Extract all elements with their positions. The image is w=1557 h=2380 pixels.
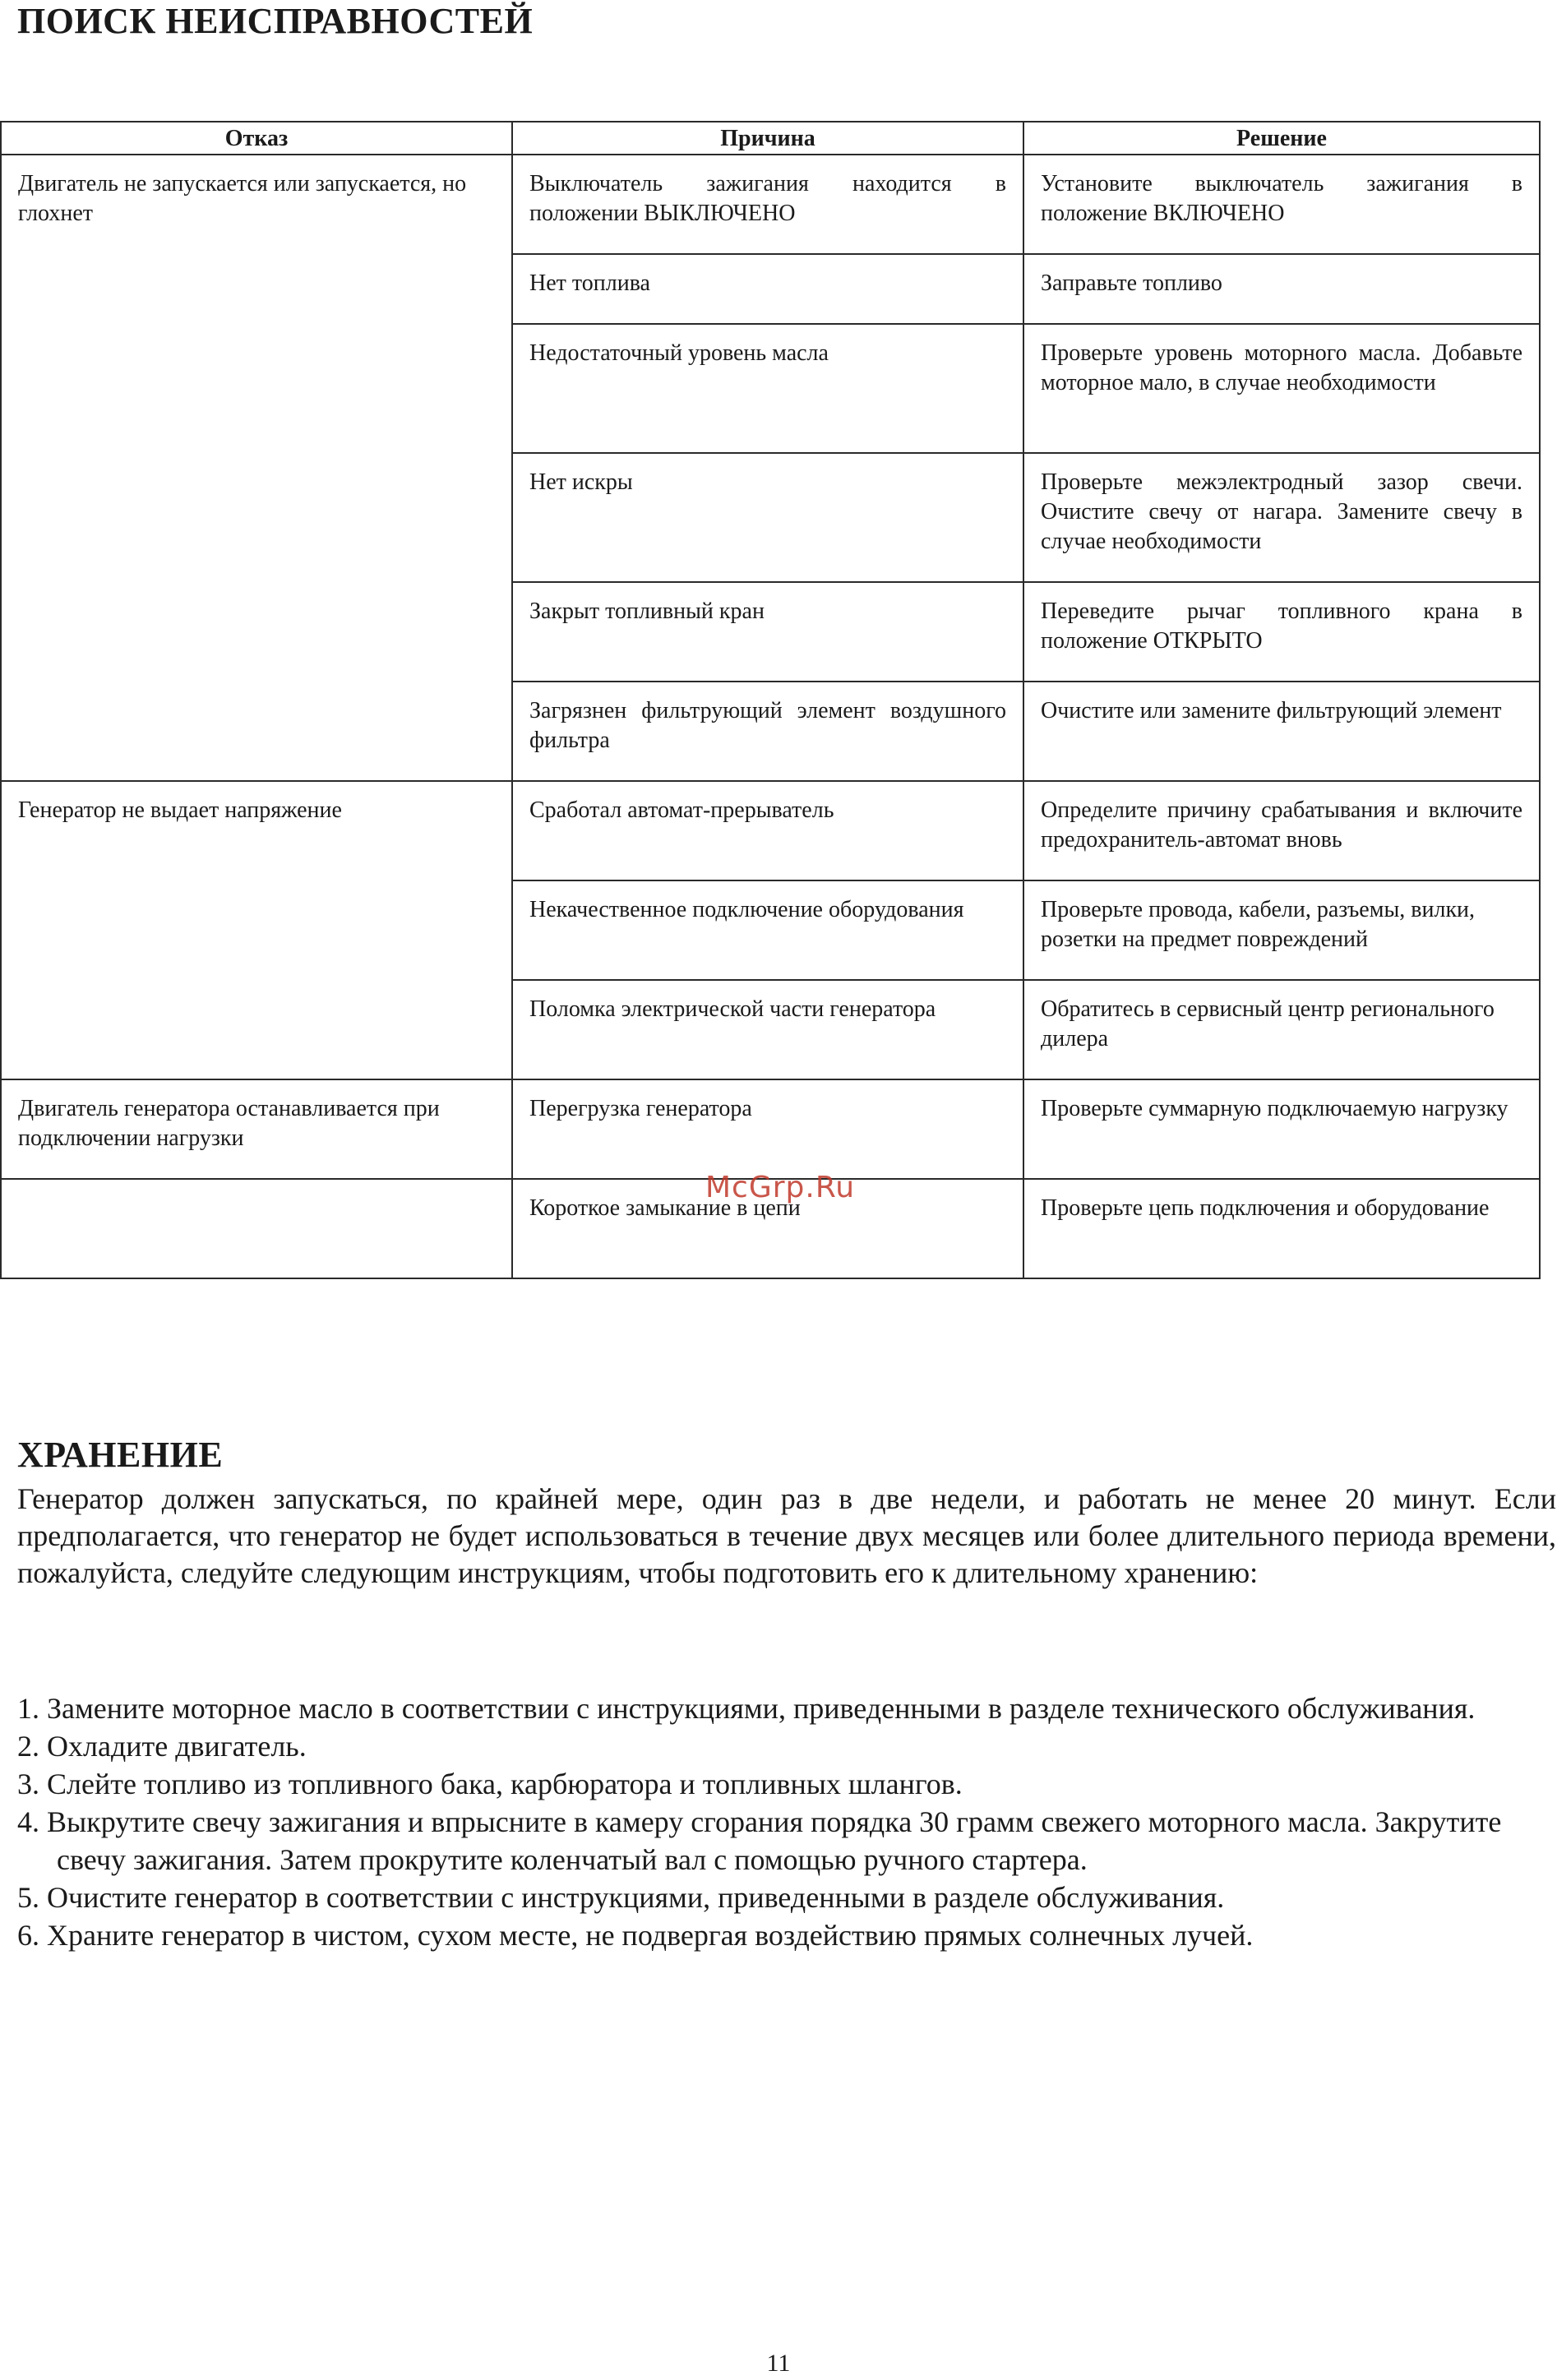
storage-steps [17,1689,1546,1954]
list-item: 2. Охладите двигатель. [17,1730,307,1763]
header-failure: Отказ [1,122,512,155]
page-number: 11 [766,2350,791,2377]
troubleshooting-table [0,121,1541,1279]
solution-cell: Очистите или замените фильтрующий элемент [1023,682,1540,781]
solution-cell: Проверьте уровень моторного масла. Добавьте моторное мало, в случае необходимости [1023,324,1540,453]
cause-cell: Недостаточный уровень масла [512,324,1023,453]
cause-cell: Сработал автомат-прерыватель [512,781,1023,880]
header-cause: Причина [512,122,1023,155]
table-row [1,155,1540,254]
failure-cell: Двигатель не запускается или запускается, но глохнет [1,155,512,781]
cause-cell: Выключатель зажигания находится в положении ВЫКЛЮЧЕНО [512,155,1023,254]
cause-cell: Некачественное подключение оборудования [512,880,1023,980]
cause-cell: Нет искры [512,453,1023,582]
cause-cell: Короткое замыкание в цепи [512,1179,1023,1278]
table-header-row [1,122,1540,155]
solution-cell: Проверьте межэлектродный зазор свечи. Очистите свечу от нагара. Замените свечу в случае необходимости [1023,453,1540,582]
solution-cell: Заправьте топливо [1023,254,1540,324]
failure-cell: Генератор не выдает напряжение [1,781,512,1079]
solution-cell: Обратитесь в сервисный центр регионального дилера [1023,980,1540,1079]
troubleshooting-title: ПОИСК НЕИСПРАВНОСТЕЙ [17,1,534,41]
storage-title: ХРАНЕНИЕ [17,1435,224,1475]
solution-cell: Определите причину срабатывания и включите предохранитель-автомат вновь [1023,781,1540,880]
watermark: McGrp.Ru [705,1171,856,1204]
table-row [1,781,1540,880]
failure-cell [1,1179,512,1278]
header-solution: Решение [1023,122,1540,155]
cause-cell: Загрязнен фильтрующий элемент воздушного фильтра [512,682,1023,781]
list-item: 3. Слейте топливо из топливного бака, карбюратора и топливных шлангов. [17,1768,963,1800]
storage-intro: Генератор должен запускаться, по крайней мере, один раз в две недели, и работать не менее 20 минут. Если предполагается, что генератор не будет использоваться в течение двух месяцев или более длительного периода времени, пожалуйста, следуйте следующим инструкциям, чтобы подготовить его к длительному хранению: [17,1482,1556,1589]
failure-cell: Двигатель генератора останавливается при подключении нагрузки [1,1079,512,1179]
list-item: 1. Замените моторное масло в соответствии с инструкциями, приведенными в разделе технического обслуживания. [17,1692,1476,1725]
list-item: 4. Выкрутите свечу зажигания и впрысните в камеру сгорания порядка 30 грамм свежего моторного масла. Закрутите свечу зажигания. Затем прокрутите коленчатый вал с помощью ручного стартера. [17,1805,1502,1876]
cause-cell: Поломка электрической части генератора [512,980,1023,1079]
cause-cell: Перегрузка генератора [512,1079,1023,1179]
table-row [1,1079,1540,1179]
list-item: 6. Храните генератор в чистом, сухом месте, не подвергая воздействию прямых солнечных лучей. [17,1919,1254,1952]
cause-cell: Нет топлива [512,254,1023,324]
solution-cell: Проверьте провода, кабели, разъемы, вилки, розетки на предмет повреждений [1023,880,1540,980]
solution-cell: Переведите рычаг топливного крана в положение ОТКРЫТО [1023,582,1540,682]
solution-cell: Проверьте цепь подключения и оборудование [1023,1179,1540,1278]
solution-cell: Проверьте суммарную подключаемую нагрузку [1023,1079,1540,1179]
solution-cell: Установите выключатель зажигания в положение ВКЛЮЧЕНО [1023,155,1540,254]
list-item: 5. Очистите генератор в соответствии с инструкциями, приведенными в разделе обслуживания. [17,1881,1225,1914]
cause-cell: Закрыт топливный кран [512,582,1023,682]
